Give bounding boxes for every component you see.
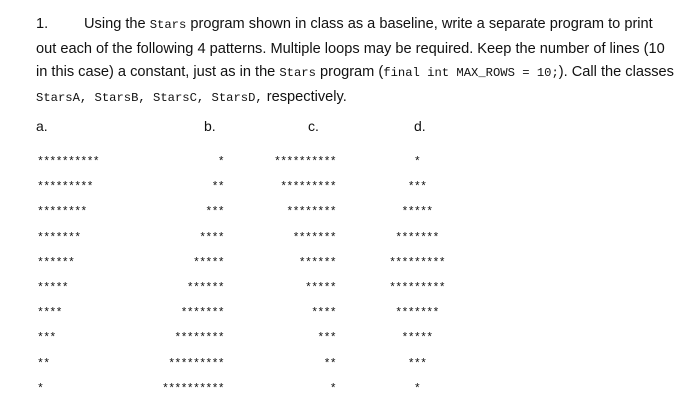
question-text-part: respectively. <box>262 88 347 105</box>
pattern-b-row: * <box>217 156 224 169</box>
code-final-constant: final int MAX_ROWS = 10; <box>383 66 559 80</box>
pattern-c-row: ********** <box>274 156 337 169</box>
pattern-a-row: ******** <box>37 206 87 220</box>
pattern-c-row: ***** <box>305 282 337 295</box>
pattern-b-row: **** <box>199 231 224 245</box>
pattern-d-label: d. <box>414 118 426 134</box>
question-text <box>36 13 676 110</box>
pattern-d-row: ******* <box>395 307 439 321</box>
question-text-part: program ( <box>315 64 384 80</box>
pattern-b-row: ******** <box>174 332 224 346</box>
pattern-a-row: ****** <box>37 256 75 270</box>
pattern-a-row: ********** <box>37 156 100 169</box>
pattern-a-label: a. <box>36 118 48 134</box>
pattern-a-row: ********* <box>37 181 93 195</box>
code-class-names: StarsA, StarsB, StarsC, StarsD, <box>36 90 263 105</box>
pattern-c-row: *** <box>317 332 336 346</box>
pattern-b-row: ******* <box>180 307 225 321</box>
pattern-b-label: b. <box>204 118 216 134</box>
pattern-c-row: ** <box>323 357 336 371</box>
pattern-c-label: c. <box>308 118 319 134</box>
pattern-d-row: * <box>413 156 421 169</box>
pattern-b-row: *** <box>205 206 224 220</box>
pattern-a-row: *** <box>37 332 56 346</box>
pattern-b-row: ****** <box>186 282 225 295</box>
question-number: 1. <box>36 16 49 32</box>
code-stars: Stars <box>149 18 187 32</box>
pattern-a-row: ***** <box>37 282 69 295</box>
pattern-d-row: * <box>413 382 421 396</box>
pattern-d-row: ***** <box>401 206 433 220</box>
pattern-a-row: * <box>37 382 44 396</box>
pattern-b-row: ** <box>211 181 224 195</box>
pattern-c-row: * <box>329 382 336 396</box>
pattern-c-row: ******* <box>292 231 337 245</box>
pattern-a-row: **** <box>37 307 62 321</box>
pattern-a-row: ******* <box>37 231 81 245</box>
pattern-d-row: ******* <box>395 231 439 245</box>
pattern-b-row: ********** <box>162 382 225 396</box>
pattern-c-row: ********* <box>280 181 336 195</box>
pattern-b-row: ********* <box>168 357 224 371</box>
pattern-a-row: ** <box>37 357 50 371</box>
question-text-part: ). Call the classes <box>558 64 674 80</box>
pattern-b-row: ***** <box>193 256 225 270</box>
pattern-c-row: **** <box>311 307 336 321</box>
pattern-d-row: ********* <box>389 256 445 270</box>
pattern-d-row: *** <box>407 357 427 371</box>
pattern-d-row: ********* <box>389 282 445 295</box>
question-text-part: program shown in class as a baseline, write a separate program to print out each of the following 4 patterns. Multiple loops may be required. Keep the number of lines (10 in this case) a constant, just as in the <box>36 16 665 80</box>
pattern-d-row: *** <box>407 181 427 195</box>
pattern-c-row: ******** <box>286 206 336 220</box>
code-stars: Stars <box>279 66 316 80</box>
question-text-part: Using the <box>84 16 150 32</box>
pattern-d-row: ***** <box>401 332 433 346</box>
pattern-c-row: ****** <box>298 256 337 270</box>
